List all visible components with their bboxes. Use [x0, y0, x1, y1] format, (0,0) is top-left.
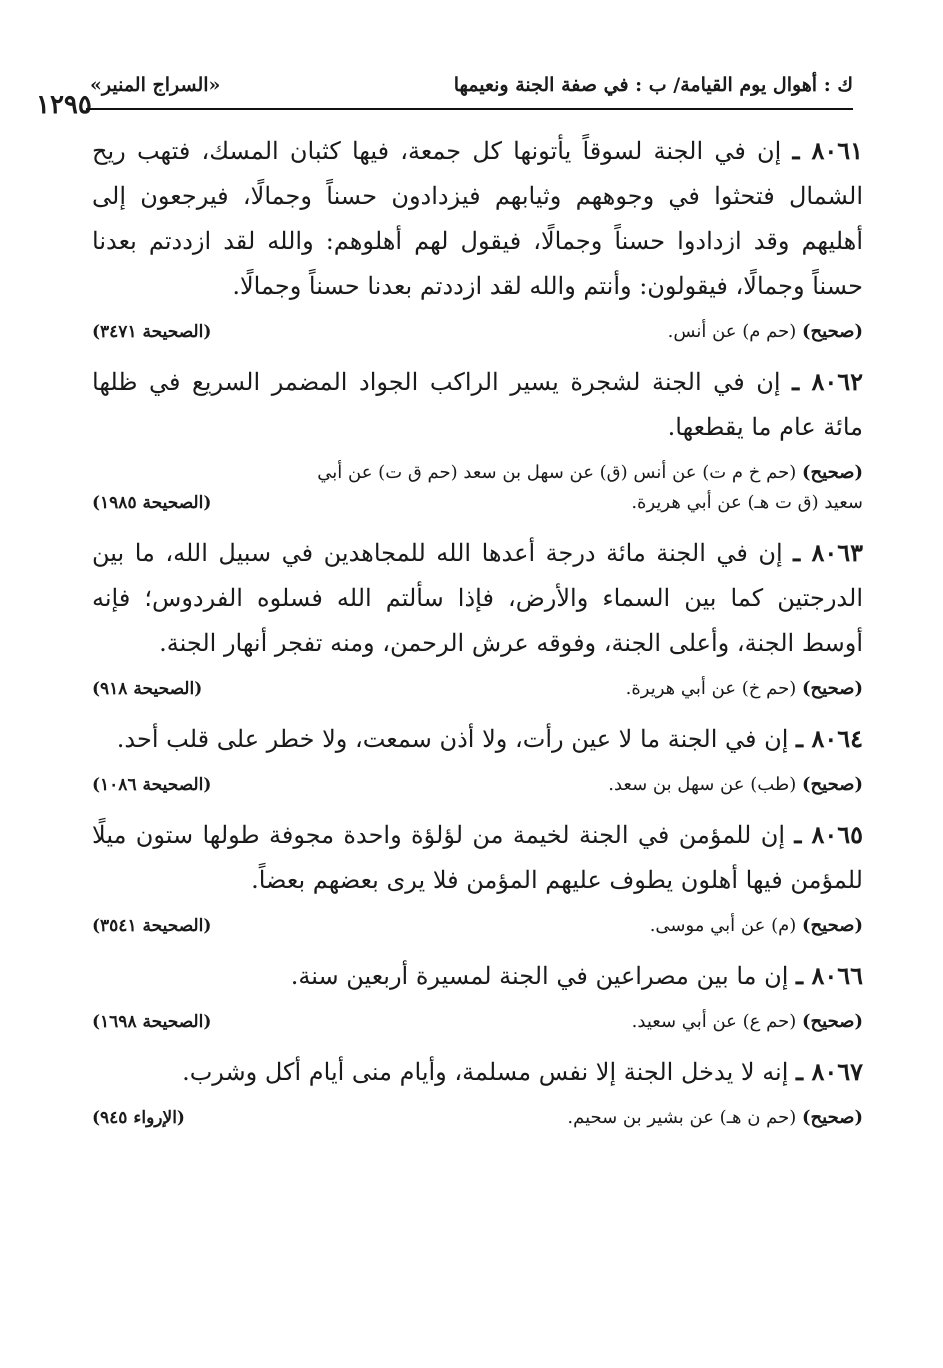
hadith-number: ٨٠٦٢ ـ	[792, 367, 863, 396]
hadith-entry-8063	[92, 530, 863, 704]
hadith-number: ٨٠٦٦ ـ	[796, 961, 863, 990]
hadith-reference	[92, 458, 863, 518]
hadith-body: إن في الجنة ما لا عين رأت، ولا أذن سمعت، ولا خطر على قلب أحد.	[116, 725, 789, 753]
hadith-source: (الإرواء ٩٤٥)	[92, 1108, 185, 1128]
hadith-body: إن للمؤمن في الجنة لخيمة من لؤلؤة واحدة مجوفة طولها ستون ميلًا للمؤمن فيها أهلون يطوف عليهم المؤمن فلا يرى بعضهم بعضاً.	[92, 821, 863, 894]
book-title: «السراج المنير»	[90, 74, 221, 96]
hadith-text	[92, 716, 863, 762]
hadith-text	[92, 953, 863, 999]
hadith-grade: (صحيح)	[802, 321, 863, 342]
hadith-text	[92, 1049, 863, 1095]
hadith-source: (الصحيحة ١٦٩٨)	[92, 1012, 212, 1032]
page-number: ١٢٩٥	[36, 90, 92, 120]
hadith-attribution: (حم م) عن أنس.	[667, 321, 797, 342]
hadith-entry-8067	[92, 1049, 863, 1133]
header-divider	[86, 108, 853, 110]
hadith-number: ٨٠٦٧ ـ	[796, 1057, 863, 1086]
hadith-grade: (صحيح)	[802, 915, 863, 936]
hadith-entry-8062	[92, 359, 863, 518]
hadith-text	[92, 359, 863, 450]
hadith-number: ٨٠٦١ ـ	[792, 136, 863, 165]
hadith-attribution: (طب) عن سهل بن سعد.	[608, 774, 797, 795]
running-header	[90, 70, 853, 110]
hadith-grade: (صحيح)	[802, 1107, 863, 1128]
hadith-text	[92, 530, 863, 666]
hadith-body: إن ما بين مصراعين في الجنة لمسيرة أربعين سنة.	[290, 962, 789, 990]
hadith-grade: (صحيح)	[802, 774, 863, 795]
hadith-attribution: (حم خ م ت) عن أنس (ق) عن سهل بن سعد (حم ق ت) عن أبي سعيد (ق ت هـ) عن أبي هريرة.	[317, 462, 863, 513]
hadith-source: (الصحيحة ٣٤٧١)	[92, 322, 212, 342]
hadith-grade: (صحيح)	[802, 1011, 863, 1032]
hadith-body: إنه لا يدخل الجنة إلا نفس مسلمة، وأيام منى أيام أكل وشرب.	[182, 1058, 789, 1086]
hadith-body: إن في الجنة لشجرة يسير الراكب الجواد المضمر السريع في ظلها مائة عام ما يقطعها.	[92, 368, 863, 441]
hadith-body: إن في الجنة لسوقاً يأتونها كل جمعة، فيها كثبان المسك، فتهب ريح الشمال فتحثوا في وجوههم وثيابهم فيزدادون حسناً وجمالًا، فيرجعون إلى أهليهم وقد ازدادوا حسناً وجمالًا، فيقول لهم أهلوهم: والله لقد ازددتم بعدنا حسناً وجمالًا، فيقولون: وأنتم والله لقد ازددتم بعدنا حسناً وجمالًا.	[92, 137, 863, 300]
hadith-entry-8064	[92, 716, 863, 800]
hadith-reference	[92, 1103, 863, 1133]
hadith-number: ٨٠٦٣ ـ	[793, 538, 863, 567]
hadith-number: ٨٠٦٥ ـ	[794, 820, 863, 849]
hadith-reference	[92, 1007, 863, 1037]
hadith-entry-8066	[92, 953, 863, 1037]
hadith-reference	[92, 770, 863, 800]
hadith-source: (الصحيحة ٩١٨)	[92, 679, 203, 699]
hadith-reference	[92, 674, 863, 704]
hadith-entry-8061	[92, 128, 863, 347]
hadith-body: إن في الجنة مائة درجة أعدها الله للمجاهدين في سبيل الله، ما بين الدرجتين كما بين السماء والأرض، فإذا سألتم الله فسلوه الفردوس؛ فإنه أوسط الجنة، وأعلى الجنة، وفوقه عرش الرحمن، ومنه تفجر أنهار الجنة.	[92, 539, 863, 657]
hadith-text	[92, 128, 863, 309]
hadith-source: (الصحيحة ١٠٨٦)	[92, 775, 212, 795]
hadith-source: (الصحيحة ٣٥٤١)	[92, 916, 212, 936]
hadith-attribution: (حم خ) عن أبي هريرة.	[625, 678, 797, 699]
hadith-attribution: (حم ن هـ) عن بشير بن سحيم.	[567, 1107, 797, 1128]
hadith-reference	[92, 317, 863, 347]
hadith-attribution: (م) عن أبي موسى.	[649, 915, 797, 936]
hadith-source: (الصحيحة ١٩٨٥)	[92, 493, 212, 513]
hadith-entry-8065	[92, 812, 863, 941]
hadith-grade: (صحيح)	[802, 462, 863, 483]
hadith-list	[92, 128, 863, 1145]
hadith-text	[92, 812, 863, 903]
hadith-attribution: (حم ع) عن أبي سعيد.	[631, 1011, 797, 1032]
chapter-title: ك : أهوال يوم القيامة/ ب : في صفة الجنة ونعيمها	[453, 74, 853, 96]
hadith-reference	[92, 911, 863, 941]
hadith-number: ٨٠٦٤ ـ	[796, 724, 863, 753]
hadith-grade: (صحيح)	[802, 678, 863, 699]
